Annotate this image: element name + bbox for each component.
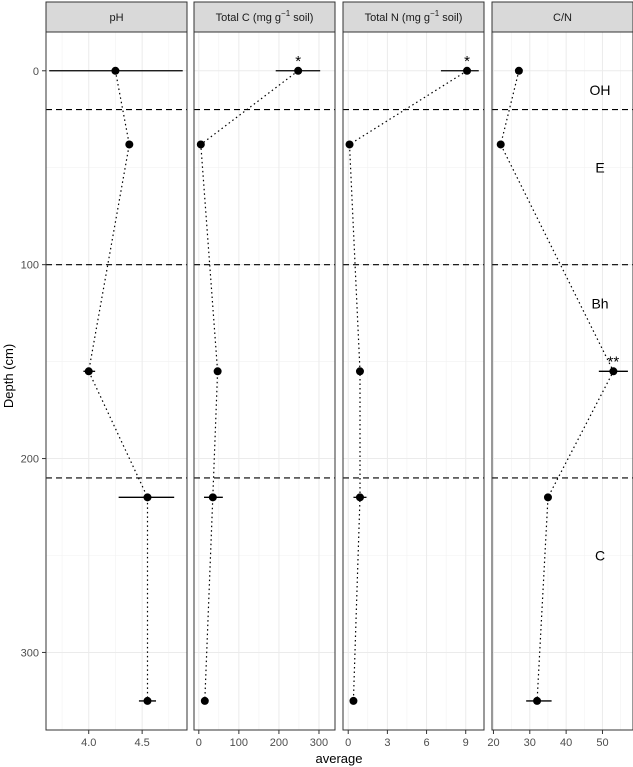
y-axis-title: Depth (cm) xyxy=(1,343,16,409)
significance-label: * xyxy=(295,52,302,70)
y-tick-label-0: 0 xyxy=(32,65,39,78)
data-point xyxy=(143,493,151,501)
x-tick-label: 40 xyxy=(560,737,573,749)
significance-label: * xyxy=(464,52,470,70)
x-tick-label: 300 xyxy=(309,737,329,749)
data-point xyxy=(346,140,354,148)
y-tick-label-200: 200 xyxy=(20,453,39,466)
x-tick-label: 20 xyxy=(487,737,500,749)
panel-total-c xyxy=(194,2,335,749)
panel-background-total-c xyxy=(194,32,335,730)
x-tick-label: 200 xyxy=(269,737,289,749)
panel-background-total-n xyxy=(343,32,484,730)
data-point xyxy=(143,697,151,705)
panel-title-ph: pH xyxy=(109,12,124,24)
data-point xyxy=(201,697,209,705)
panel-title-total-c: Total C (mg $g^{-1}$ soil) xyxy=(215,9,314,24)
horizon-label-bh: Bh xyxy=(591,295,609,312)
x-tick-label: 9 xyxy=(462,737,469,749)
x-tick-label: 30 xyxy=(523,737,536,749)
data-point xyxy=(533,697,541,705)
x-tick-label: 4.5 xyxy=(134,737,150,749)
data-point xyxy=(356,367,364,375)
data-point xyxy=(111,67,119,75)
panels xyxy=(21,2,633,749)
data-point xyxy=(214,367,222,375)
panel-ph xyxy=(46,2,187,749)
panel-background-cn xyxy=(492,32,633,730)
data-point xyxy=(125,140,133,148)
panel-title-total-n: Total N (mg $g^{-1}$ soil) xyxy=(364,9,463,24)
significance-label: ** xyxy=(607,353,620,371)
data-point xyxy=(209,493,217,501)
data-point xyxy=(197,140,205,148)
x-tick-label: 4.0 xyxy=(81,737,97,749)
data-point xyxy=(356,493,364,501)
panel-title-cn: C/N xyxy=(553,12,572,24)
data-point xyxy=(497,140,505,148)
panel-background-ph xyxy=(46,32,187,730)
panel-cn xyxy=(487,2,633,749)
data-point xyxy=(349,697,357,705)
data-point xyxy=(85,367,93,375)
horizon-label-e: E xyxy=(595,159,605,176)
data-point xyxy=(544,493,552,501)
x-tick-label: 6 xyxy=(423,737,430,749)
x-axis-title: average xyxy=(315,751,363,766)
y-tick-label-300: 300 xyxy=(20,647,39,660)
x-tick-label: 0 xyxy=(345,737,352,749)
data-point xyxy=(515,67,523,75)
x-tick-label: 50 xyxy=(596,737,609,749)
x-tick-label: 100 xyxy=(229,737,249,749)
panel-total-n xyxy=(343,2,484,749)
horizon-label-oh: OH xyxy=(589,82,611,99)
x-tick-label: 0 xyxy=(195,737,202,749)
horizon-label-c: C xyxy=(594,547,606,564)
y-tick-label-100: 100 xyxy=(20,259,39,272)
x-tick-label: 3 xyxy=(384,737,391,749)
